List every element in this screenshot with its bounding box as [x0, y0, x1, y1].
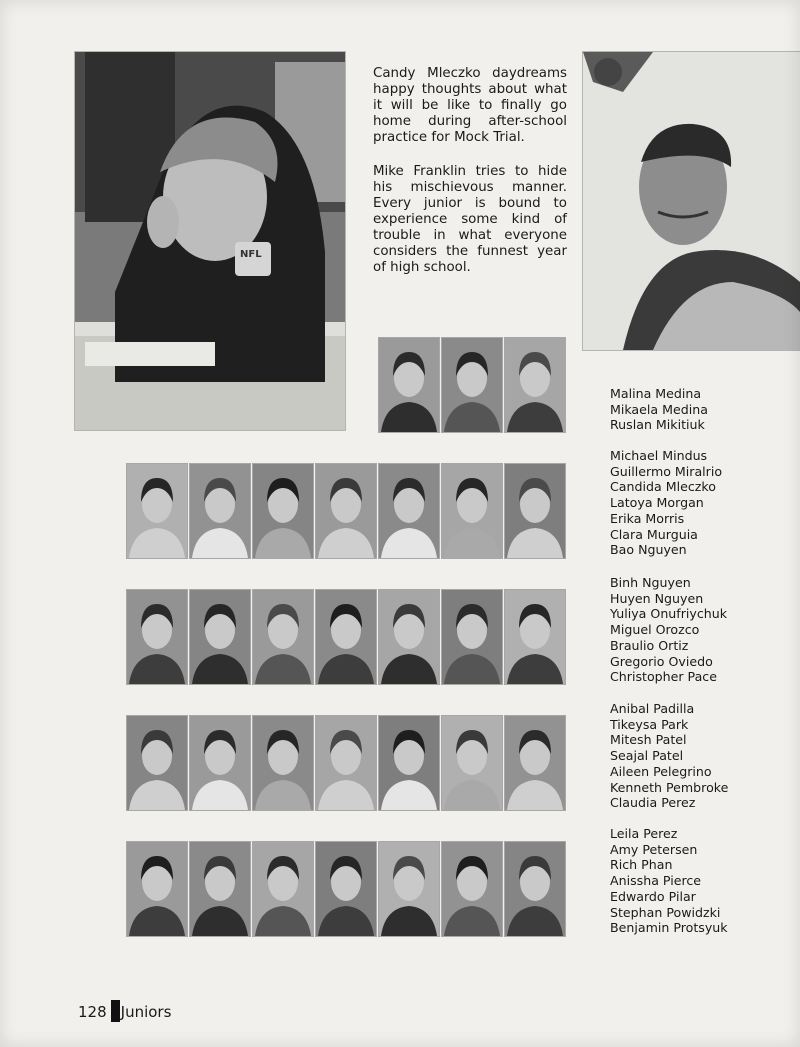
- student-name: Yuliya Onufriychuk: [610, 606, 728, 622]
- student-portrait: [190, 464, 250, 558]
- student-name: Tikeysa Park: [610, 716, 689, 732]
- student-portrait: [127, 842, 187, 936]
- student-name: Leila Perez: [610, 826, 678, 841]
- jacket-logo-text: NFL: [240, 249, 262, 260]
- student-portrait: [505, 590, 565, 684]
- student-portrait: [253, 716, 313, 810]
- name-list-5: [610, 826, 728, 936]
- student-name: Latoya Morgan: [610, 495, 704, 511]
- student-name: Bao Nguyen: [610, 542, 687, 558]
- page-folio: [78, 1000, 171, 1022]
- student-name: Amy Petersen: [610, 841, 698, 857]
- student-portrait: [442, 464, 502, 558]
- student-name: Edwardo Pilar: [610, 888, 696, 904]
- student-portrait: [379, 716, 439, 810]
- student-portrait: [127, 464, 187, 558]
- name-list-3: [610, 575, 727, 685]
- student-name: Anissha Pierce: [610, 873, 702, 889]
- name-list-4: [610, 701, 728, 811]
- student-name: Malina Medina: [610, 386, 702, 401]
- student-name: Benjamin Protsyuk: [610, 920, 728, 936]
- section-label: Juniors: [120, 1003, 172, 1021]
- student-name: Aileen Pelegrino: [610, 763, 712, 779]
- candid-photo-candy: [75, 52, 345, 430]
- student-name: Claudia Perez: [610, 795, 696, 811]
- student-name: Michael Mindus: [610, 448, 708, 463]
- student-portrait: [505, 338, 565, 432]
- name-list-1: [610, 386, 708, 433]
- student-portrait: [379, 842, 439, 936]
- student-name: Christopher Pace: [610, 669, 717, 685]
- student-portrait: [442, 590, 502, 684]
- caption-mike: Mike Franklin tries to hide his mischievous manner. Every junior is bound to experience some kind of trouble in what everyone considers the funnest year of high school.: [373, 164, 567, 275]
- student-portrait: [505, 464, 565, 558]
- student-portrait: [379, 464, 439, 558]
- student-name: Ruslan Mikitiuk: [610, 417, 705, 433]
- student-portrait: [505, 842, 565, 936]
- student-portrait: [316, 716, 376, 810]
- student-portrait: [253, 464, 313, 558]
- student-name: Seajal Patel: [610, 748, 684, 764]
- student-name: Anibal Padilla: [610, 701, 695, 716]
- student-name: Braulio Ortiz: [610, 637, 689, 653]
- student-name: Mikaela Medina: [610, 401, 708, 417]
- student-portrait: [316, 842, 376, 936]
- student-name: Huyen Nguyen: [610, 590, 704, 606]
- student-portrait: [379, 338, 439, 432]
- student-name: Clara Murguia: [610, 526, 698, 542]
- student-portrait: [127, 716, 187, 810]
- student-portrait: [442, 842, 502, 936]
- student-portrait: [379, 590, 439, 684]
- student-name: Binh Nguyen: [610, 575, 691, 590]
- student-name: Kenneth Pembroke: [610, 779, 729, 795]
- student-name: Gregorio Oviedo: [610, 653, 713, 669]
- student-name: Rich Phan: [610, 857, 673, 873]
- page-number: 128: [78, 1003, 107, 1021]
- student-name: Erika Morris: [610, 510, 685, 526]
- folio-bar: [111, 1000, 120, 1022]
- student-name: Candida Mleczko: [610, 479, 716, 495]
- student-name: Stephan Powidzki: [610, 904, 721, 920]
- student-portrait: [442, 716, 502, 810]
- student-portrait: [190, 716, 250, 810]
- student-portrait: [316, 590, 376, 684]
- student-name: Guillermo Miralrio: [610, 463, 723, 479]
- name-list-2: [610, 448, 722, 558]
- student-portrait: [253, 842, 313, 936]
- student-portrait: [316, 464, 376, 558]
- student-name: Miguel Orozco: [610, 622, 700, 638]
- student-name: Mitesh Patel: [610, 732, 687, 748]
- student-portrait: [253, 590, 313, 684]
- candid-photo-mike: [583, 52, 800, 350]
- student-portrait: [127, 590, 187, 684]
- caption-candy: Candy Mleczko daydreams happy thoughts about what it will be like to finally go home during after-school practice for Mock Trial.: [373, 66, 567, 145]
- student-portrait: [190, 842, 250, 936]
- student-portrait: [190, 590, 250, 684]
- student-portrait: [442, 338, 502, 432]
- student-portrait: [505, 716, 565, 810]
